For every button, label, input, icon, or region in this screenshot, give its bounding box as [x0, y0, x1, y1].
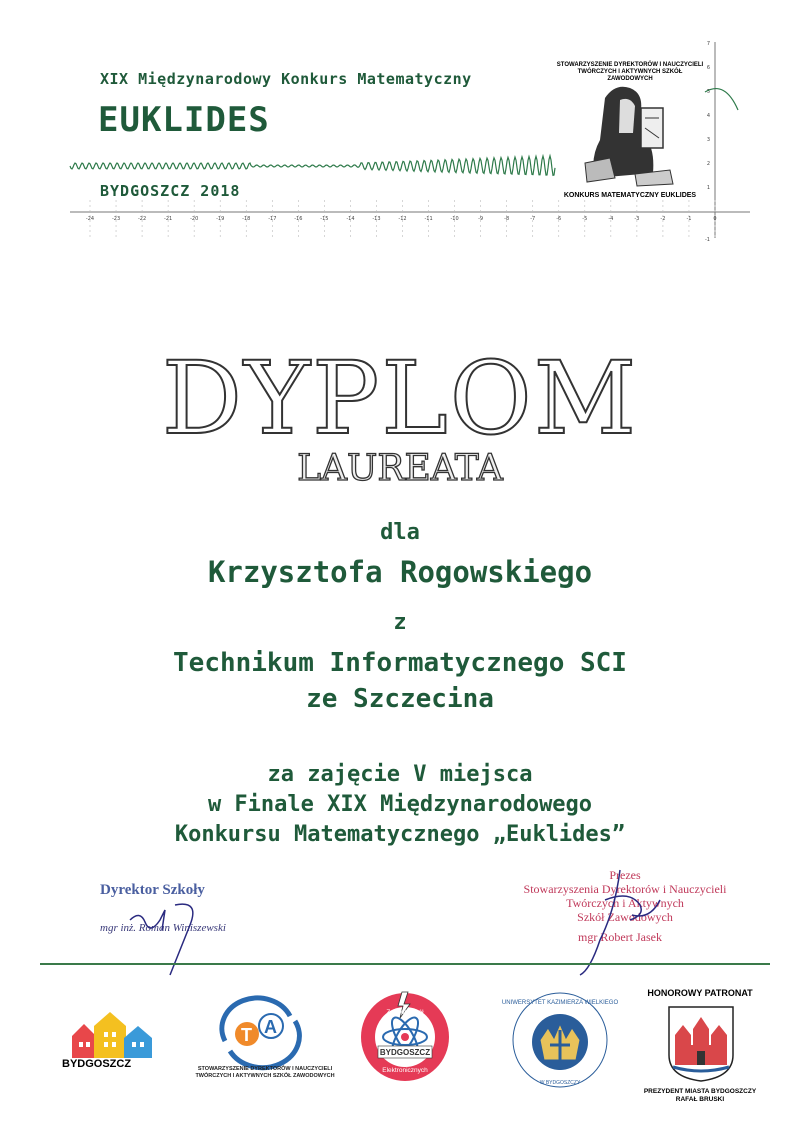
axis-y-tick-label: 5 [706, 89, 710, 95]
bydgoszcz-coat-of-arms [667, 1005, 735, 1083]
axis-y-tick-label: 1 [706, 185, 710, 191]
from-label: z [393, 610, 407, 635]
ukw-university-logo [501, 990, 619, 1090]
bydgoszcz-city-logo [70, 1008, 170, 1060]
school-name: Technikum Informatycznego SCI [173, 648, 627, 678]
diploma-title: DYPLOM [161, 340, 639, 457]
footer-divider [40, 963, 770, 965]
ukw-name: UNIWERSYTET KAZIMIERZA WIELKIEGO [501, 1000, 619, 1006]
axis-tick-label: -3 [634, 216, 640, 222]
axis-tick-label: -24 [85, 216, 95, 222]
axis-tick-label: -14 [346, 216, 355, 222]
axis-tick-label: -7 [530, 216, 536, 222]
president-stamp-name: mgr Robert Jasek [578, 930, 662, 944]
axis-tick-label: -6 [556, 216, 562, 222]
axis-tick-label: -18 [242, 216, 251, 222]
director-stamp-name: mgr inż. Roman Winiszewski [100, 922, 226, 934]
axis-tick-label: -21 [164, 216, 173, 222]
ukw-city: W BYDGOSZCZY [539, 1080, 581, 1086]
euclid-illustration [575, 78, 685, 190]
zse-city: BYDGOSZCZ [379, 1048, 431, 1057]
diploma-subtitle: LAUREATA [297, 448, 503, 489]
axis-tick-label: -11 [424, 216, 433, 222]
patron-title: HONOROWY PATRONAT [647, 988, 753, 998]
axis-tick-label: 0 [713, 216, 717, 222]
zse-bottom-text: Elektronicznych [382, 1067, 428, 1074]
axis-tick-label: -9 [478, 216, 484, 222]
reason-line-3: Konkursu Matematycznego „Euklides” [174, 822, 626, 847]
axis-tick-label: -1 [686, 216, 692, 222]
association-header-line1: STOWARZYSZENIE DYREKTORÓW I NAUCZYCIELI [556, 62, 704, 68]
president-stamp-line2: Stowarzyszenia Dyrektorów i Nauczycieli [523, 882, 727, 896]
contest-place: BYDGOSZCZ 2018 [100, 182, 241, 200]
association-footer: KONKURS MATEMATYCZNY EUKLIDES [563, 192, 697, 199]
reason-line-1: za zajęcie V miejsca [267, 762, 533, 787]
reason-line-2: w Finale XIX Międzynarodowego [207, 792, 593, 817]
zse-school-logo [358, 990, 452, 1084]
axis-tick-label: -5 [582, 216, 588, 222]
president-stamp-line4: Szkół Zawodowych [577, 910, 673, 924]
president-stamp-line1: Prezes [609, 868, 641, 882]
patron-line2: RAFAŁ BRUSKI [675, 1096, 725, 1103]
ta-association-logo [215, 996, 305, 1066]
axis-tick-label: -16 [294, 216, 303, 222]
contest-title: XIX Międzynarodowy Konkurs Matematyczny [100, 70, 472, 88]
president-stamp-line3: Twórczych i Aktywnych [566, 896, 684, 910]
axis-y-tick-label: 4 [706, 113, 710, 119]
axis-y-tick-label: 2 [706, 161, 710, 167]
for-label: dla [380, 520, 420, 545]
axis-tick-label: -20 [190, 216, 199, 222]
director-signature [120, 890, 220, 980]
axis-tick-label: -15 [320, 216, 329, 222]
ta-letter-t: T [241, 1025, 252, 1045]
axis-tick-label: -10 [450, 216, 459, 222]
ta-association-line2: TWÓRCZYCH I AKTYWNYCH SZKÓŁ ZAWODOWYCH [195, 1073, 335, 1079]
recipient-name: Krzysztofa Rogowskiego [207, 555, 593, 589]
bydgoszcz-logo-text: BYDGOSZCZ [62, 1058, 132, 1070]
association-header-line2: TWÓRCZYCH I AKTYWNYCH SZKÓŁ ZAWODOWYCH [577, 69, 683, 82]
axis-tick-label: -12 [398, 216, 407, 222]
president-signature [560, 860, 680, 980]
axis-tick-label: -19 [216, 216, 225, 222]
axis-y-tick-label: 6 [706, 65, 710, 71]
axis-tick-label: -2 [660, 216, 666, 222]
patron-line1: PREZYDENT MIASTA BYDGOSZCZY [643, 1088, 757, 1095]
ta-association-text [195, 1066, 335, 1080]
ta-association-line1: STOWARZYSZENIE DYREKTORÓW I NAUCZYCIELI [197, 1066, 333, 1072]
axis-tick-label: -8 [504, 216, 510, 222]
axis-tick-label: -17 [268, 216, 277, 222]
zse-top-text: Zespół Szkół [386, 1009, 424, 1016]
contest-name: EUKLIDES [98, 100, 270, 140]
axis-tick-label: -4 [608, 216, 614, 222]
axis-y-tick-label: 3 [706, 137, 710, 143]
axis-y-tick-label: 7 [706, 41, 710, 47]
axis-y-tick-label: -1 [705, 237, 710, 243]
axis-tick-label: -22 [137, 216, 147, 222]
axis-tick-label: -23 [111, 216, 121, 222]
director-stamp-title: Dyrektor Szkoły [100, 882, 205, 898]
axis-tick-label: -13 [372, 216, 381, 222]
ta-letter-a: A [264, 1017, 277, 1037]
school-city: ze Szczecina [306, 684, 494, 714]
patron-subtitle [630, 1088, 770, 1104]
